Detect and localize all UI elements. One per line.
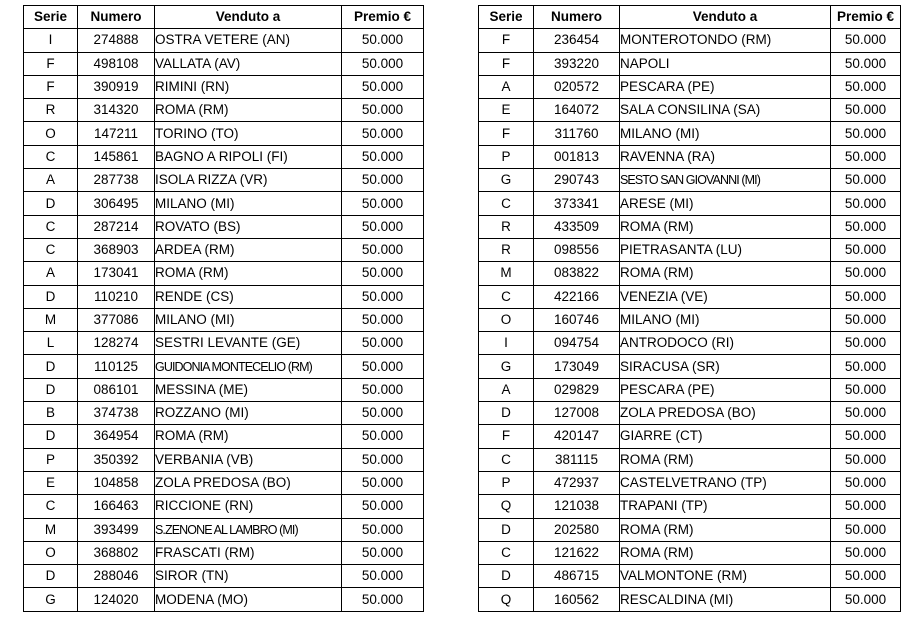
table-row <box>24 75 424 98</box>
cell-serie: C <box>479 541 534 564</box>
cell-serie: I <box>24 29 78 52</box>
cell-serie: R <box>479 238 534 261</box>
cell-numero: 486715 <box>534 565 620 588</box>
cell-venduto-a: SIRACUSA (SR) <box>620 355 831 378</box>
cell-numero: 314320 <box>78 99 155 122</box>
table-row <box>479 169 901 192</box>
cell-venduto-a: RESCALDINA (MI) <box>620 588 831 611</box>
cell-serie: A <box>479 75 534 98</box>
cell-venduto-a: MILANO (MI) <box>155 192 342 215</box>
cell-numero: 290743 <box>534 169 620 192</box>
cell-serie: P <box>24 448 78 471</box>
cell-premio: 50.000 <box>831 262 901 285</box>
cell-venduto-a: SIROR (TN) <box>155 565 342 588</box>
cell-premio: 50.000 <box>342 471 424 494</box>
cell-premio: 50.000 <box>831 495 901 518</box>
cell-venduto-a: MODENA (MO) <box>155 588 342 611</box>
cell-premio: 50.000 <box>831 402 901 425</box>
cell-premio: 50.000 <box>342 448 424 471</box>
cell-numero: 110210 <box>78 285 155 308</box>
cell-venduto-a: SALA CONSILINA (SA) <box>620 99 831 122</box>
cell-venduto-a: VALLATA (AV) <box>155 52 342 75</box>
cell-serie: F <box>479 52 534 75</box>
cell-premio: 50.000 <box>831 52 901 75</box>
table-row <box>479 262 901 285</box>
cell-serie: O <box>24 541 78 564</box>
cell-serie: C <box>24 495 78 518</box>
cell-serie: D <box>24 425 78 448</box>
cell-serie: D <box>24 355 78 378</box>
cell-numero: 128274 <box>78 332 155 355</box>
cell-numero: 390919 <box>78 75 155 98</box>
table-row <box>479 122 901 145</box>
cell-numero: 020572 <box>534 75 620 98</box>
cell-venduto-a: RENDE (CS) <box>155 285 342 308</box>
cell-numero: 127008 <box>534 402 620 425</box>
cell-premio: 50.000 <box>342 238 424 261</box>
cell-premio: 50.000 <box>831 541 901 564</box>
cell-premio: 50.000 <box>831 471 901 494</box>
table-row <box>479 285 901 308</box>
cell-numero: 311760 <box>534 122 620 145</box>
table-row <box>479 192 901 215</box>
cell-premio: 50.000 <box>831 378 901 401</box>
cell-serie: F <box>479 425 534 448</box>
table-row <box>24 355 424 378</box>
table-row <box>479 308 901 331</box>
cell-numero: 368903 <box>78 238 155 261</box>
cell-serie: Q <box>479 588 534 611</box>
winners-table-left <box>23 5 424 612</box>
cell-venduto-a: RIMINI (RN) <box>155 75 342 98</box>
cell-premio: 50.000 <box>831 145 901 168</box>
cell-serie: M <box>479 262 534 285</box>
table-row <box>24 29 424 52</box>
cell-premio: 50.000 <box>831 565 901 588</box>
header-premio: Premio € <box>342 6 424 29</box>
cell-premio: 50.000 <box>342 215 424 238</box>
cell-venduto-a: TORINO (TO) <box>155 122 342 145</box>
cell-venduto-a: GIARRE (CT) <box>620 425 831 448</box>
table-row <box>24 52 424 75</box>
cell-serie: D <box>24 192 78 215</box>
cell-venduto-a: ARESE (MI) <box>620 192 831 215</box>
cell-venduto-a: FRASCATI (RM) <box>155 541 342 564</box>
cell-numero: 029829 <box>534 378 620 401</box>
cell-numero: 124020 <box>78 588 155 611</box>
cell-serie: G <box>24 588 78 611</box>
cell-serie: G <box>479 169 534 192</box>
cell-venduto-a: BAGNO A RIPOLI (FI) <box>155 145 342 168</box>
cell-serie: M <box>24 518 78 541</box>
cell-venduto-a: NAPOLI <box>620 52 831 75</box>
table-body-right <box>479 29 901 611</box>
table-row <box>479 215 901 238</box>
cell-serie: E <box>479 99 534 122</box>
cell-premio: 50.000 <box>342 169 424 192</box>
cell-venduto-a: ARDEA (RM) <box>155 238 342 261</box>
cell-numero: 288046 <box>78 565 155 588</box>
table-row <box>24 262 424 285</box>
cell-numero: 236454 <box>534 29 620 52</box>
cell-venduto-a: ROMA (RM) <box>620 518 831 541</box>
header-serie: Serie <box>24 6 78 29</box>
cell-venduto-a: MILANO (MI) <box>155 308 342 331</box>
cell-numero: 098556 <box>534 238 620 261</box>
cell-numero: 110125 <box>78 355 155 378</box>
cell-numero: 350392 <box>78 448 155 471</box>
cell-venduto-a: VERBANIA (VB) <box>155 448 342 471</box>
cell-serie: C <box>24 215 78 238</box>
cell-numero: 147211 <box>78 122 155 145</box>
header-venduto-a: Venduto a <box>620 6 831 29</box>
cell-serie: D <box>479 565 534 588</box>
cell-venduto-a: ROMA (RM) <box>620 262 831 285</box>
cell-numero: 287214 <box>78 215 155 238</box>
cell-venduto-a: ROMA (RM) <box>155 99 342 122</box>
cell-venduto-a: GUIDONIA MONTECELIO (RM) <box>155 355 342 378</box>
cell-premio: 50.000 <box>342 378 424 401</box>
cell-serie: D <box>24 378 78 401</box>
table-row <box>479 425 901 448</box>
header-serie: Serie <box>479 6 534 29</box>
cell-venduto-a: ROMA (RM) <box>620 215 831 238</box>
cell-numero: 433509 <box>534 215 620 238</box>
cell-venduto-a: ROVATO (BS) <box>155 215 342 238</box>
cell-premio: 50.000 <box>831 448 901 471</box>
cell-venduto-a: RICCIONE (RN) <box>155 495 342 518</box>
cell-serie: O <box>479 308 534 331</box>
cell-venduto-a: SESTO SAN GIOVANNI (MI) <box>620 169 831 192</box>
cell-numero: 104858 <box>78 471 155 494</box>
table-row <box>479 495 901 518</box>
cell-venduto-a: ANTRODOCO (RI) <box>620 332 831 355</box>
table-row <box>24 122 424 145</box>
table-row <box>24 471 424 494</box>
cell-premio: 50.000 <box>342 262 424 285</box>
header-row <box>479 6 901 29</box>
table-row <box>24 541 424 564</box>
cell-serie: B <box>24 402 78 425</box>
cell-premio: 50.000 <box>831 308 901 331</box>
cell-serie: I <box>479 332 534 355</box>
cell-serie: F <box>479 122 534 145</box>
cell-serie: C <box>479 448 534 471</box>
table-body-left <box>24 29 424 611</box>
cell-premio: 50.000 <box>342 122 424 145</box>
cell-serie: C <box>479 192 534 215</box>
cell-serie: D <box>24 285 78 308</box>
cell-numero: 472937 <box>534 471 620 494</box>
table-row <box>24 402 424 425</box>
table-row <box>479 402 901 425</box>
cell-numero: 373341 <box>534 192 620 215</box>
table-row <box>24 99 424 122</box>
cell-numero: 160562 <box>534 588 620 611</box>
table-row <box>24 565 424 588</box>
cell-premio: 50.000 <box>342 518 424 541</box>
table-row <box>479 332 901 355</box>
cell-serie: R <box>479 215 534 238</box>
table-row <box>24 215 424 238</box>
table-row <box>479 471 901 494</box>
cell-numero: 498108 <box>78 52 155 75</box>
cell-serie: D <box>479 518 534 541</box>
cell-venduto-a: ZOLA PREDOSA (BO) <box>620 402 831 425</box>
table-row <box>479 75 901 98</box>
cell-serie: C <box>479 285 534 308</box>
cell-premio: 50.000 <box>831 588 901 611</box>
cell-numero: 083822 <box>534 262 620 285</box>
header-venduto-a: Venduto a <box>155 6 342 29</box>
table-row <box>24 192 424 215</box>
cell-venduto-a: ISOLA RIZZA (VR) <box>155 169 342 192</box>
cell-numero: 420147 <box>534 425 620 448</box>
cell-venduto-a: MESSINA (ME) <box>155 378 342 401</box>
cell-serie: L <box>24 332 78 355</box>
cell-serie: A <box>479 378 534 401</box>
cell-premio: 50.000 <box>342 402 424 425</box>
cell-premio: 50.000 <box>831 238 901 261</box>
table-row <box>24 332 424 355</box>
cell-premio: 50.000 <box>342 99 424 122</box>
cell-premio: 50.000 <box>342 565 424 588</box>
cell-premio: 50.000 <box>342 495 424 518</box>
cell-serie: F <box>24 75 78 98</box>
cell-numero: 374738 <box>78 402 155 425</box>
table-row <box>24 238 424 261</box>
table-row <box>479 448 901 471</box>
table-row <box>479 541 901 564</box>
cell-numero: 422166 <box>534 285 620 308</box>
cell-serie: A <box>24 169 78 192</box>
cell-numero: 202580 <box>534 518 620 541</box>
cell-numero: 173049 <box>534 355 620 378</box>
cell-premio: 50.000 <box>342 588 424 611</box>
cell-venduto-a: ROMA (RM) <box>620 541 831 564</box>
cell-serie: O <box>24 122 78 145</box>
cell-numero: 164072 <box>534 99 620 122</box>
header-numero: Numero <box>78 6 155 29</box>
table-row <box>24 378 424 401</box>
cell-serie: R <box>24 99 78 122</box>
cell-venduto-a: PESCARA (PE) <box>620 378 831 401</box>
cell-serie: D <box>24 565 78 588</box>
table-row <box>479 29 901 52</box>
cell-premio: 50.000 <box>342 308 424 331</box>
cell-venduto-a: VALMONTONE (RM) <box>620 565 831 588</box>
table-row <box>479 378 901 401</box>
cell-numero: 160746 <box>534 308 620 331</box>
cell-venduto-a: ROMA (RM) <box>620 448 831 471</box>
header-numero: Numero <box>534 6 620 29</box>
cell-venduto-a: VENEZIA (VE) <box>620 285 831 308</box>
cell-numero: 145861 <box>78 145 155 168</box>
winners-table-right <box>478 5 901 612</box>
table-row <box>479 518 901 541</box>
table-row <box>24 145 424 168</box>
cell-serie: Q <box>479 495 534 518</box>
cell-premio: 50.000 <box>831 29 901 52</box>
cell-premio: 50.000 <box>342 285 424 308</box>
cell-premio: 50.000 <box>831 169 901 192</box>
cell-numero: 393499 <box>78 518 155 541</box>
cell-premio: 50.000 <box>342 425 424 448</box>
table-row <box>479 588 901 611</box>
cell-numero: 368802 <box>78 541 155 564</box>
table-row <box>24 588 424 611</box>
cell-premio: 50.000 <box>831 332 901 355</box>
cell-premio: 50.000 <box>831 285 901 308</box>
cell-premio: 50.000 <box>342 145 424 168</box>
table-row <box>479 145 901 168</box>
cell-serie: P <box>479 471 534 494</box>
cell-premio: 50.000 <box>342 52 424 75</box>
cell-venduto-a: ROMA (RM) <box>155 425 342 448</box>
cell-serie: C <box>24 238 78 261</box>
cell-premio: 50.000 <box>342 75 424 98</box>
cell-venduto-a: ROMA (RM) <box>155 262 342 285</box>
cell-serie: F <box>24 52 78 75</box>
cell-premio: 50.000 <box>831 215 901 238</box>
table-row <box>24 308 424 331</box>
cell-numero: 173041 <box>78 262 155 285</box>
cell-numero: 287738 <box>78 169 155 192</box>
table-row <box>479 355 901 378</box>
table-row <box>24 285 424 308</box>
cell-serie: D <box>479 402 534 425</box>
cell-numero: 274888 <box>78 29 155 52</box>
cell-serie: E <box>24 471 78 494</box>
cell-venduto-a: S.ZENONE AL LAMBRO (MI) <box>155 518 342 541</box>
cell-venduto-a: PIETRASANTA (LU) <box>620 238 831 261</box>
cell-venduto-a: ZOLA PREDOSA (BO) <box>155 471 342 494</box>
table-row <box>24 518 424 541</box>
cell-numero: 001813 <box>534 145 620 168</box>
cell-premio: 50.000 <box>831 355 901 378</box>
header-row <box>24 6 424 29</box>
cell-numero: 121622 <box>534 541 620 564</box>
cell-premio: 50.000 <box>831 122 901 145</box>
cell-serie: M <box>24 308 78 331</box>
cell-serie: G <box>479 355 534 378</box>
cell-numero: 306495 <box>78 192 155 215</box>
cell-serie: P <box>479 145 534 168</box>
table-row <box>479 99 901 122</box>
cell-numero: 393220 <box>534 52 620 75</box>
cell-premio: 50.000 <box>831 518 901 541</box>
cell-numero: 121038 <box>534 495 620 518</box>
cell-serie: A <box>24 262 78 285</box>
cell-venduto-a: TRAPANI (TP) <box>620 495 831 518</box>
table-row <box>24 495 424 518</box>
cell-numero: 377086 <box>78 308 155 331</box>
cell-venduto-a: OSTRA VETERE (AN) <box>155 29 342 52</box>
cell-venduto-a: ROZZANO (MI) <box>155 402 342 425</box>
cell-numero: 166463 <box>78 495 155 518</box>
cell-premio: 50.000 <box>342 541 424 564</box>
cell-premio: 50.000 <box>831 425 901 448</box>
cell-premio: 50.000 <box>342 332 424 355</box>
cell-venduto-a: SESTRI LEVANTE (GE) <box>155 332 342 355</box>
table-row <box>24 169 424 192</box>
cell-venduto-a: MILANO (MI) <box>620 122 831 145</box>
cell-venduto-a: MONTEROTONDO (RM) <box>620 29 831 52</box>
cell-numero: 094754 <box>534 332 620 355</box>
cell-numero: 086101 <box>78 378 155 401</box>
cell-serie: C <box>24 145 78 168</box>
cell-premio: 50.000 <box>342 355 424 378</box>
cell-premio: 50.000 <box>342 192 424 215</box>
cell-premio: 50.000 <box>831 192 901 215</box>
cell-premio: 50.000 <box>831 75 901 98</box>
cell-premio: 50.000 <box>342 29 424 52</box>
cell-venduto-a: CASTELVETRANO (TP) <box>620 471 831 494</box>
cell-serie: F <box>479 29 534 52</box>
table-row <box>479 238 901 261</box>
cell-premio: 50.000 <box>831 99 901 122</box>
table-row <box>479 52 901 75</box>
cell-numero: 364954 <box>78 425 155 448</box>
table-row <box>24 448 424 471</box>
cell-venduto-a: PESCARA (PE) <box>620 75 831 98</box>
table-row <box>479 565 901 588</box>
header-premio: Premio € <box>831 6 901 29</box>
table-row <box>24 425 424 448</box>
cell-venduto-a: MILANO (MI) <box>620 308 831 331</box>
cell-venduto-a: RAVENNA (RA) <box>620 145 831 168</box>
cell-numero: 381115 <box>534 448 620 471</box>
